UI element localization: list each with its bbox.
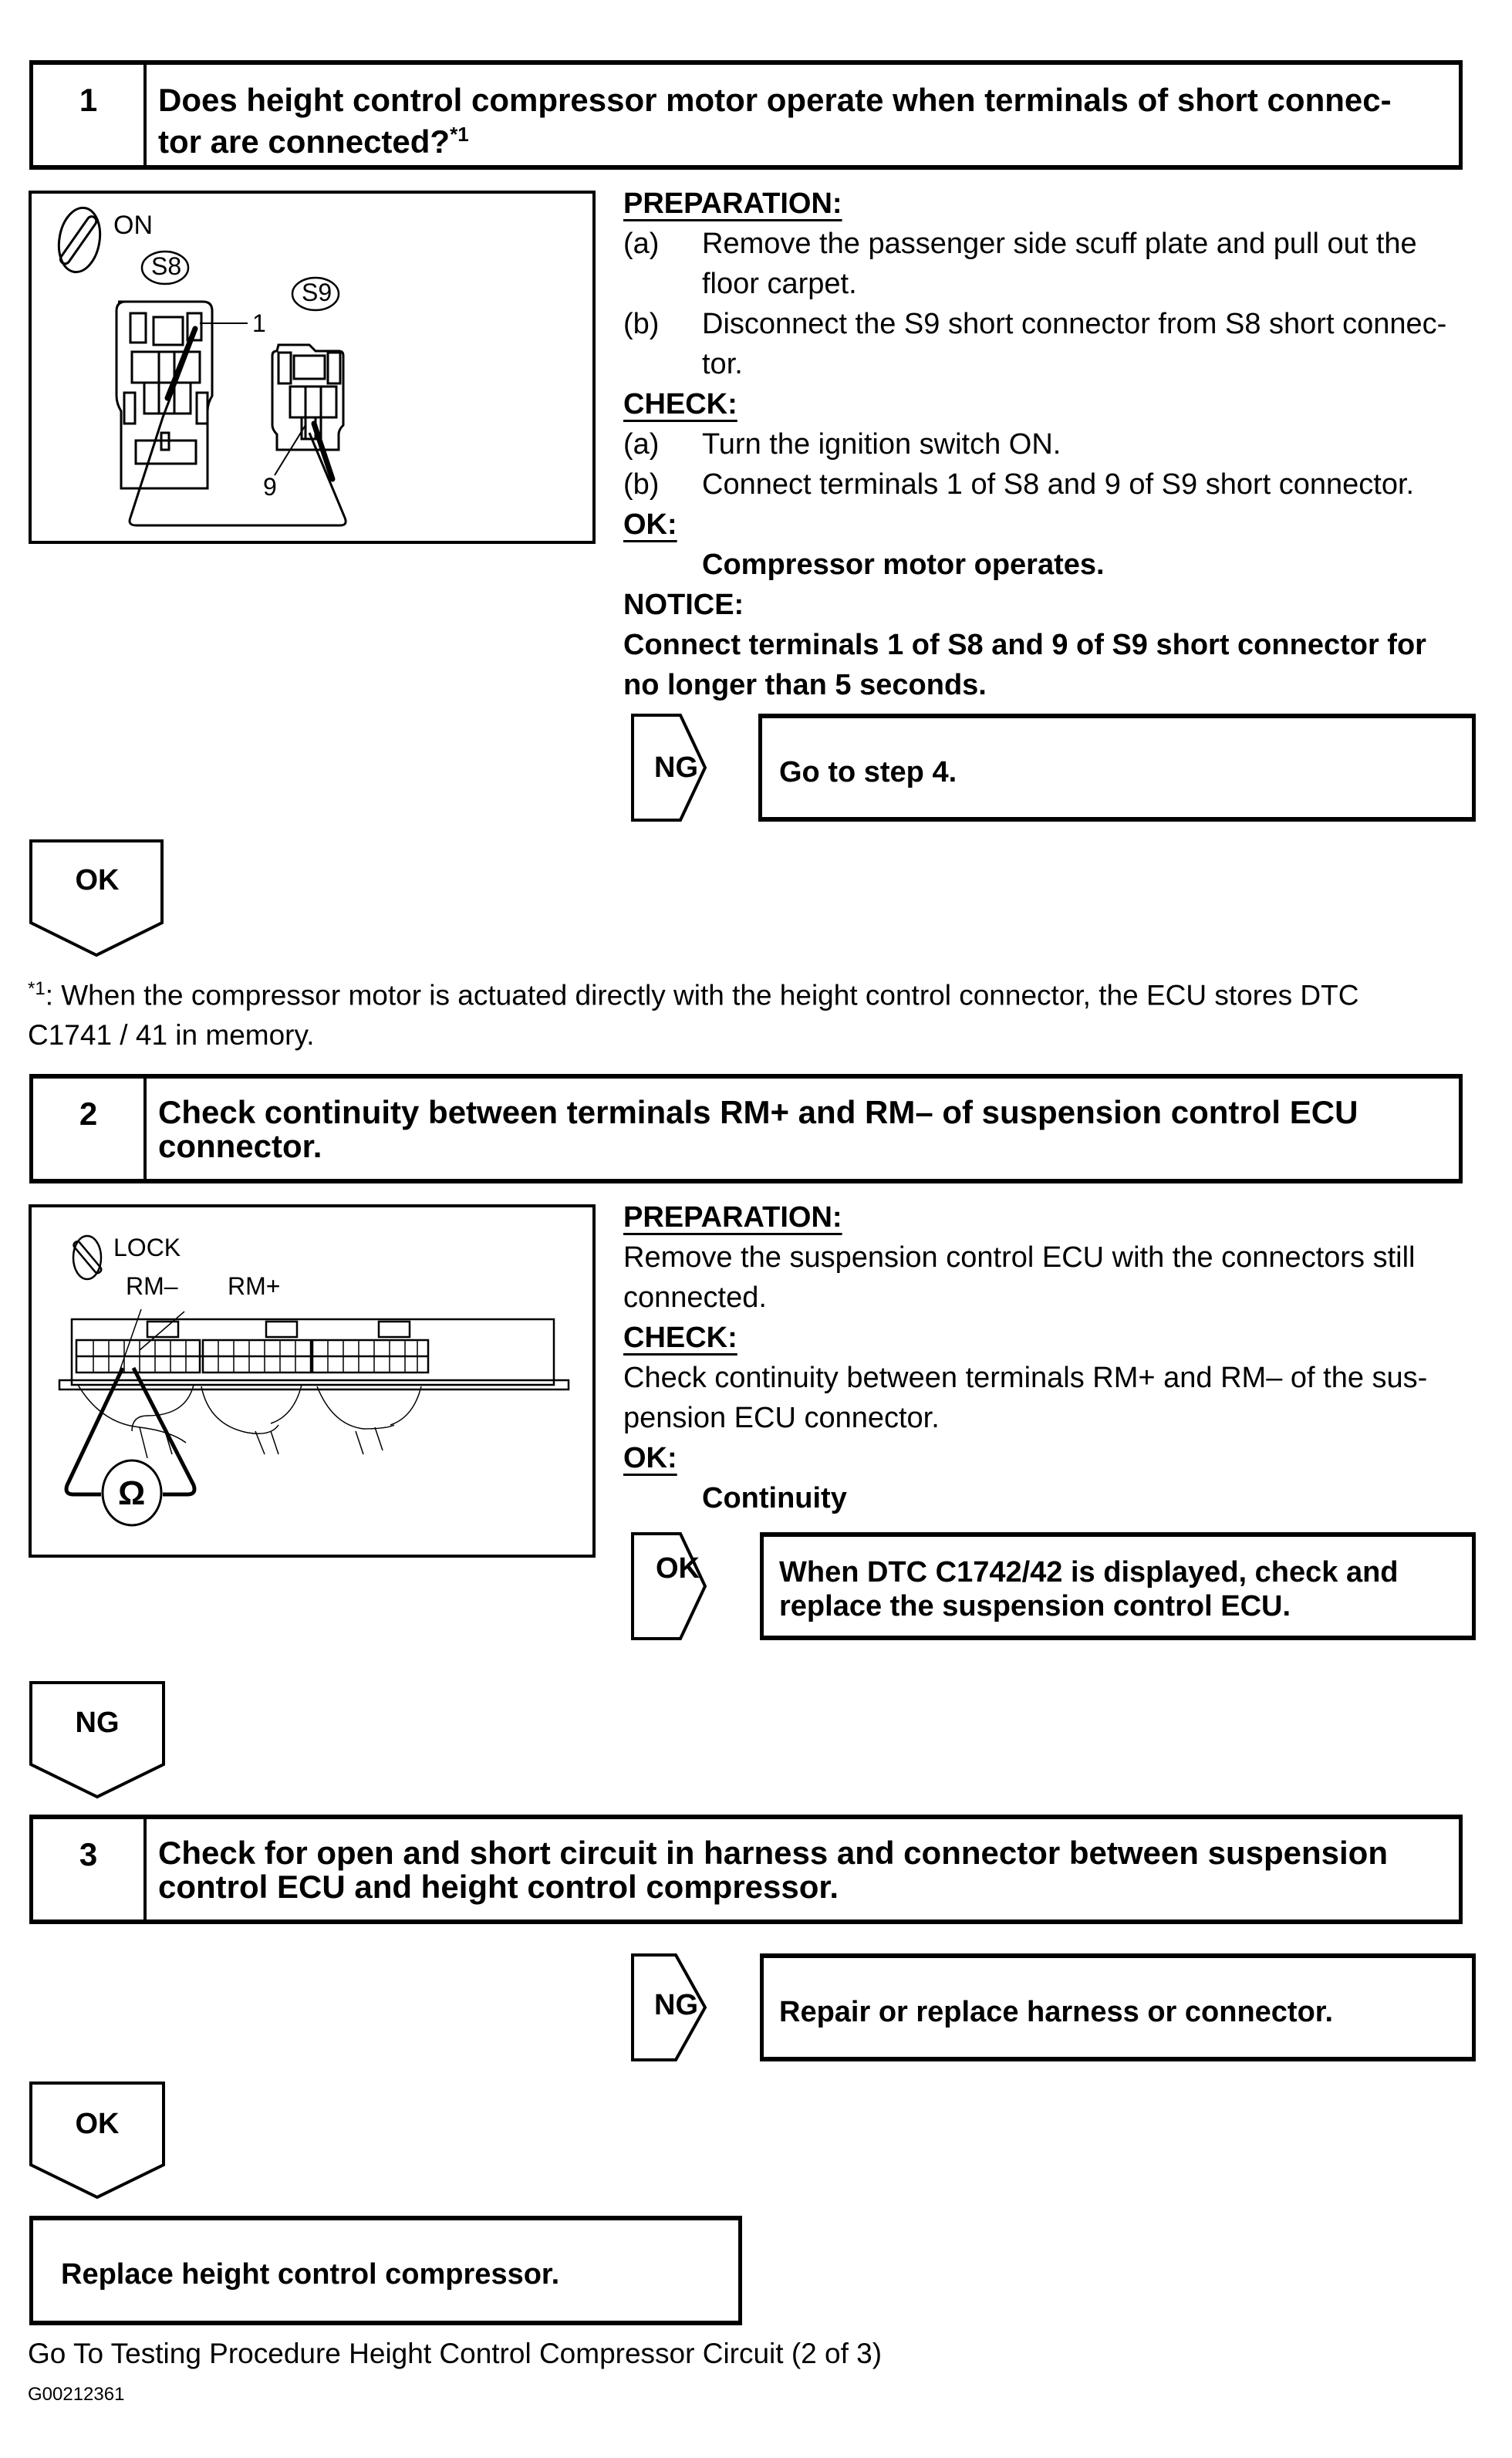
procedure-caption-link[interactable]: Go To Testing Procedure Height Control Compressor Circuit (2 of 3) [28, 2338, 883, 2369]
ok-result-text: Compressor motor operates. [702, 549, 1105, 581]
notice-heading: NOTICE: [623, 589, 744, 621]
item-text-line-1: Remove the passenger side scuff plate and pull out the [702, 228, 1417, 260]
ok-flag-label: OK [75, 2108, 120, 2140]
figure-id: G00212361 [28, 2384, 125, 2405]
ignition-on-icon [54, 204, 105, 275]
item-text [702, 304, 1446, 384]
footnote-line-1 [28, 969, 1478, 1015]
terminal-9-label: 9 [263, 473, 277, 501]
connector-s9-label: S9 [302, 279, 332, 306]
ok-flag-label: OK [656, 1552, 700, 1585]
footnote-line-2: C1741 / 41 in memory. [28, 1019, 315, 1052]
item-text-line-1: Disconnect the S9 short connector from S8 short connec- [702, 308, 1447, 340]
connector-s8-label: S8 [151, 252, 182, 280]
ok-flag-step-1[interactable] [29, 839, 168, 955]
footnote-text: : When the compressor motor is actuated directly with the height control connector, the ECU stores DTC [45, 979, 1359, 1011]
step-title-line-1: Check continuity between terminals RM+ and RM– of suspension control ECU [158, 1094, 1358, 1130]
preparation-heading: PREPARATION: [623, 1201, 842, 1234]
connector-diagram [32, 194, 592, 541]
ng-flag-label: NG [654, 751, 698, 784]
step-number-text: 1 [79, 82, 98, 118]
preparation-text-line-2: connected. [623, 1281, 767, 1314]
step-2-ok-result[interactable] [760, 1532, 1476, 1640]
step-title [158, 83, 1436, 159]
s8-connector [116, 302, 212, 488]
step-3-ng-result[interactable] [760, 1953, 1476, 2061]
check-item [623, 464, 1460, 505]
step-title [158, 1836, 1436, 1904]
preparation-heading: PREPARATION: [623, 187, 842, 220]
ng-flag-label: NG [75, 1707, 120, 1739]
footnote-marker: *1 [28, 978, 46, 999]
step-1-header [29, 60, 1463, 170]
switch-label: LOCK [113, 1234, 181, 1261]
step-number [33, 1819, 147, 1919]
final-action-box[interactable] [29, 2216, 742, 2325]
ohm-symbol: Ω [118, 1474, 146, 1512]
switch-label: ON [113, 211, 153, 240]
step-number [33, 65, 147, 165]
check-text-line-2: pension ECU connector. [623, 1402, 940, 1434]
notice-text-line-1: Connect terminals 1 of S8 and 9 of S9 short connector for [623, 629, 1426, 661]
ok-flag-step-2[interactable] [631, 1532, 708, 1640]
terminal-rm-plus-label: RM+ [228, 1272, 281, 1300]
check-heading: CHECK: [623, 1322, 737, 1354]
footnote [28, 969, 1478, 1055]
preparation-item [623, 304, 1460, 384]
ok-heading: OK: [623, 1442, 677, 1474]
s9-connector [272, 345, 343, 450]
result-text-line-2: replace the suspension control ECU. [779, 1590, 1291, 1622]
ok-heading: OK: [623, 508, 677, 541]
notice-text-line-2: no longer than 5 seconds. [623, 669, 987, 701]
item-label: (a) [623, 428, 660, 461]
check-item [623, 424, 1460, 464]
ecu-connector [59, 1319, 569, 1389]
step-title-line-2 [158, 117, 1436, 159]
wire-harness [78, 1385, 421, 1458]
step-3-header [29, 1815, 1463, 1924]
footnote-reference[interactable]: *1 [450, 123, 469, 146]
ok-flag-label: OK [75, 864, 120, 896]
step-1-instructions [623, 184, 1460, 705]
item-label: (a) [623, 228, 660, 260]
step-title-line-2-text: tor are connected? [158, 123, 451, 160]
result-text: Go to step 4. [779, 756, 957, 788]
step-2-figure [29, 1204, 596, 1558]
step-1-figure [29, 191, 596, 544]
final-action-text: Replace height control compressor. [61, 2258, 560, 2291]
item-text-line-2: tor. [702, 348, 743, 380]
preparation-item [623, 224, 1460, 304]
item-label: (b) [623, 308, 660, 340]
ignition-lock-icon [73, 1236, 103, 1279]
item-text-line-2: floor carpet. [702, 268, 857, 300]
step-2-instructions [623, 1197, 1460, 1518]
step-1-ng-result[interactable] [758, 714, 1476, 822]
item-text: Turn the ignition switch ON. [702, 428, 1061, 461]
step-title-line-2: connector. [158, 1128, 322, 1164]
check-heading: CHECK: [623, 388, 737, 420]
item-text: Connect terminals 1 of S8 and 9 of S9 short connector. [702, 468, 1415, 501]
step-number [33, 1079, 147, 1179]
check-text-line-1: Check continuity between terminals RM+ and RM– of the sus- [623, 1362, 1428, 1394]
step-number-text: 3 [79, 1836, 98, 1872]
item-text [702, 224, 1417, 304]
preparation-text-line-1: Remove the suspension control ECU with the connectors still [623, 1241, 1416, 1274]
result-text-line-1: When DTC C1742/42 is displayed, check and [779, 1556, 1399, 1589]
ng-flag-label: NG [654, 1989, 698, 2021]
step-title-line-1: Does height control compressor motor operate when terminals of short connec- [158, 82, 1392, 118]
step-number-text: 2 [79, 1096, 98, 1132]
step-title-line-2: control ECU and height control compressor. [158, 1869, 839, 1905]
step-2-header [29, 1074, 1463, 1183]
step-title-line-1: Check for open and short circuit in harness and connector between suspension [158, 1835, 1388, 1871]
ok-result-text: Continuity [702, 1482, 847, 1514]
terminal-1-label: 1 [252, 309, 266, 337]
terminal-rm-minus-label: RM– [126, 1272, 178, 1300]
item-label: (b) [623, 468, 660, 501]
result-text: Repair or replace harness or connector. [779, 1996, 1334, 2028]
step-title [158, 1096, 1436, 1163]
